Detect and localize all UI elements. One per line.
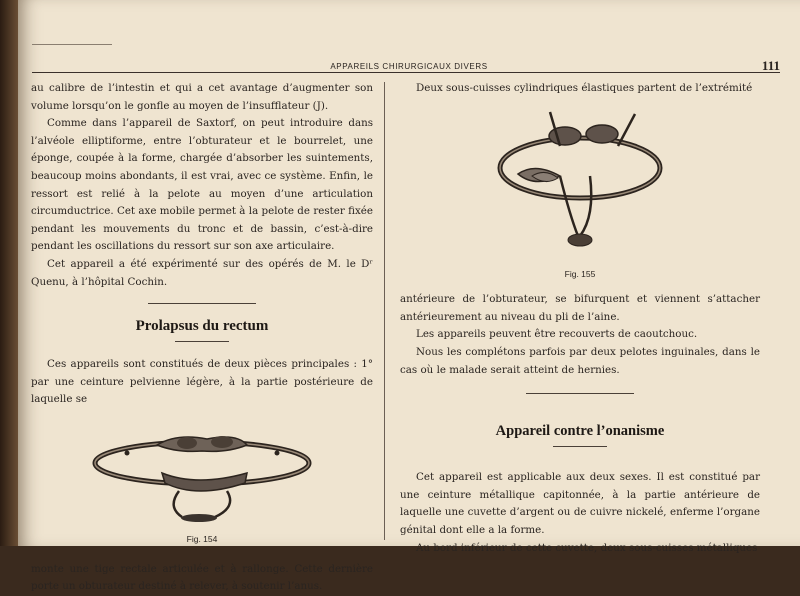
figure-155-obturator-illustration	[490, 106, 670, 256]
figure-caption: Fig. 154	[186, 533, 218, 544]
header-ornament	[32, 44, 112, 45]
column-divider	[384, 82, 385, 540]
paragraph: Comme dans l’appareil de Saxtorf, on peut introduire dans l’alvéole elliptiforme, entre l’obturateur et le bourrelet, une éponge, coupée à la forme, chargée d’absorber les suintements, beaucoup moins abondants, il est vrai, avec ce système. Enfin, le ressort est relié à la pelote au moyen d’une articulation circumductrice. Cet axe mobile permet à la pelote de rester fixée pendant les mouvements du tronc et de bassin, c’est-à-dire pendant les oscillations du ressort sur son axe articulaire.	[31, 117, 373, 253]
paragraph: Au bord inférieur de cette cuvette, deux sous-cuisses métalliques	[416, 541, 758, 554]
book-spine-shadow	[0, 0, 18, 546]
running-title: APPAREILS CHIRURGICAUX DIVERS	[330, 62, 488, 71]
page-number: 111	[761, 58, 780, 73]
paragraph: Cet appareil a été expérimenté sur des opérés de M. le Dʳ Quenu, à l’hôpital Cochin.	[31, 257, 373, 288]
paragraph: Les appareils peuvent être recouverts de caoutchouc.	[416, 328, 698, 341]
section-heading-onanisme: Appareil contre l’onanisme	[495, 423, 665, 440]
left-column	[31, 80, 373, 596]
paragraph: antérieure de l’obturateur, se bifurquent et viennent s’attacher antérieurement au niveau du pli de l’aine.	[400, 293, 760, 323]
paragraph: Deux sous-cuisses cylindriques élastiques partent de l’extrémité	[416, 82, 753, 94]
header-rule	[32, 72, 780, 73]
figure-caption: Fig. 155	[564, 268, 596, 279]
paragraph: monte une tige rectale articulée et à rallonge. Cette dernière porte un obturateur destiné à relever, à soutenir l’anus.	[31, 562, 373, 593]
paragraph: au calibre de l’intestin et qui a cet avantage d’augmenter son volume lorsqu’on le gonfle au moyen de l’insufflateur (J).	[31, 82, 373, 112]
paragraph: Nous les complétons parfois par deux pelotes inguinales, dans le cas où le malade serait atteint de hernies.	[400, 345, 760, 376]
book-page	[18, 0, 800, 593]
paragraph: Ces appareils sont constitués de deux pièces principales : 1° par une ceinture pelvienne légère, à la partie postérieure de laquelle se	[31, 358, 373, 406]
paragraph: Cet appareil est applicable aux deux sexes. Il est constitué par une ceinture métallique capitonnée, à la partie antérieure de laquelle une cuvette d’argent ou de cuivre nickelé, enferme l’organe génital dont elle a la forme.	[400, 471, 760, 536]
section-heading-prolapsus: Prolapsus du rectum	[135, 318, 269, 335]
figure-154-pelvic-belt-illustration	[87, 425, 317, 525]
right-column	[400, 80, 760, 557]
